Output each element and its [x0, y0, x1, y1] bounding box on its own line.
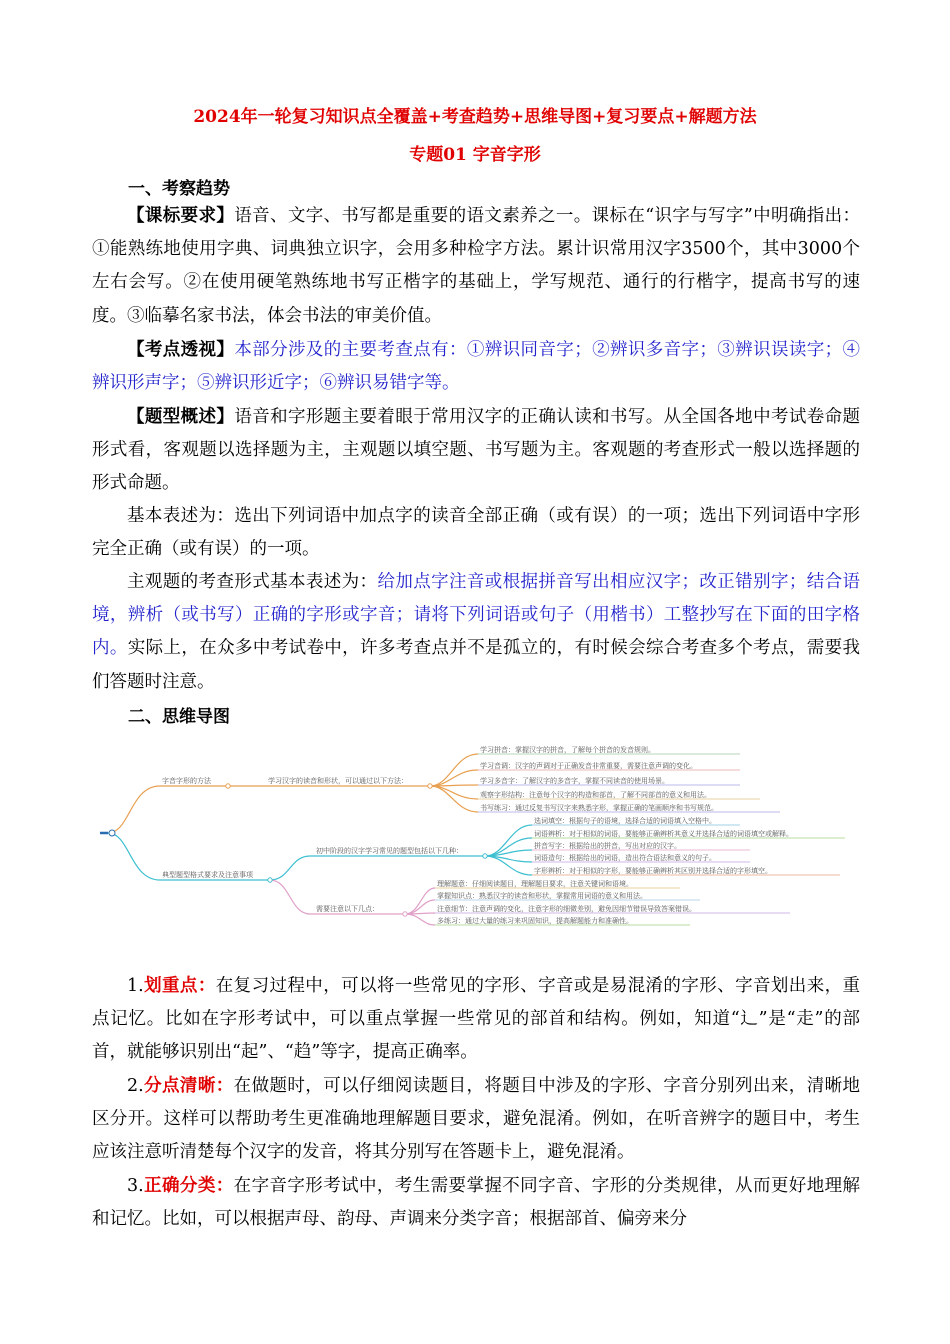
- mindmap-notes-intro: 需要注意以下几点：: [316, 905, 379, 913]
- section-heading-trends: 一、考察趋势: [128, 179, 230, 199]
- mindmap-leaf: 书写练习：通过反复书写汉字来熟悉字形，掌握正确的笔画顺序和书写规范。: [480, 804, 718, 812]
- label-number: 3.: [127, 1176, 144, 1196]
- label-number: 2.: [127, 1076, 144, 1096]
- text-subjective-post: 实际上，在众多中考试卷中，许多考查点并不是孤立的，有时候会综合考查多个考点，需要我们答题时注意。: [92, 638, 861, 692]
- document-subtitle: 专题01 字音字形: [409, 145, 541, 165]
- text-curriculum: 语音、文字、书写都是重要的语文素养之一。课标在“识字与写字”中明确指出：①能熟练地使用字典、词典独立识字，会用多种检字方法。累计识常用汉字3500个，其中3000个左右会写。②在使用硬笔熟练地书写正楷字的基础上，学写规范、通行的行楷字，提高书写的速度。③临摹名家书法，体会书法的审美价值。: [92, 206, 861, 326]
- mindmap-leaf: 理解题意：仔细阅读题目，理解题目要求，注意关键词和语境。: [437, 880, 633, 888]
- paragraph-classification: [92, 1170, 860, 1236]
- paragraph-basic-expression: [92, 500, 860, 566]
- mindmap-leaf: 观察字形结构：注意每个汉字的构造和部首，了解不同部首的意义和用法。: [480, 791, 711, 799]
- document-title: 2024年一轮复习知识点全覆盖+考查趋势+思维导图+复习要点+解题方法: [193, 107, 757, 127]
- text-subjective-pre: 主观题的考查形式基本表述为：: [127, 572, 378, 592]
- mindmap-leaf: 学习音调：汉字的声调对于正确发音非常重要，需要注意声调的变化。: [480, 762, 697, 770]
- mind-map: [100, 738, 860, 928]
- mindmap-leaf: 注意细节：注意声调的变化，注意字形的细微差别，避免因细节错误导致答案错误。: [437, 905, 696, 913]
- paragraph-subjective: [92, 566, 860, 699]
- label-key-points: 【考点透视】: [127, 340, 235, 360]
- paragraph-key-points: [92, 334, 860, 400]
- label-clear-points: 分点清晰：: [143, 1076, 234, 1096]
- mindmap-methods-intro: 学习汉字的读音和形状，可以通过以下方法：: [268, 777, 408, 785]
- mindmap-leaf: 学习拼音：掌握汉字的拼音，了解每个拼音的发音规则。: [480, 746, 655, 754]
- mindmap-leaf: 学习多音字：了解汉字的多音字，掌握不同读音的使用场景。: [480, 777, 669, 785]
- text-key-points: 本部分涉及的主要考查点有：①辨识同音字；②辨识多音字；③辨识误读字；④辨识形声字；⑤辨识形近字；⑥辨识易错字等。: [92, 340, 861, 394]
- label-curriculum: 【课标要求】: [127, 206, 235, 226]
- paragraph-question-types: [92, 401, 860, 501]
- mindmap-leaf: 字形辨析：对于相似的字形，要能够正确辨析其区别并选择合适的字形填空。: [534, 867, 772, 875]
- paragraph-clear-points: [92, 1070, 860, 1170]
- mindmap-leaf: 掌握知识点：熟悉汉字的读音和形状，掌握常用词语的意义和用法。: [437, 892, 647, 900]
- label-question-types: 【题型概述】: [127, 407, 235, 427]
- text-classification: 在字音字形考试中，考生需要掌握不同字音、字形的分类规律，从而更好地理解和记忆。比如，可以根据声母、韵母、声调来分类字音；根据部首、偏旁来分: [92, 1176, 861, 1230]
- mindmap-question-types-intro: 初中阶段的汉字学习常见的题型包括以下几种：: [316, 847, 463, 855]
- mindmap-leaf: 选词填空：根据句子的语境，选择合适的词语填入空格中。: [534, 817, 716, 825]
- text-clear-points: 在做题时，可以仔细阅读题目，将题目中涉及的字形、字音分别列出来，清晰地区分开。这样可以帮助考生更准确地理解题目要求，避免混淆。例如，在听音辨字的题目中，考生应该注意听清楚每个汉字的发音，将其分别写在答题卡上，避免混淆。: [92, 1076, 861, 1163]
- paragraph-highlight: [92, 970, 860, 1070]
- mindmap-leaf: 多练习：通过大量的练习来巩固知识，提高解题能力和准确性。: [437, 917, 633, 925]
- label-classification: 正确分类：: [143, 1176, 234, 1196]
- mindmap-leaf: 词语辨析：对于相似的词语，要能够正确辨析其意义并选择合适的词语填空或解释。: [534, 830, 793, 838]
- paragraph-curriculum: [92, 200, 860, 333]
- text-highlight: 在复习过程中，可以将一些常见的字形、字音或是易混淆的字形、字音划出来，重点记忆。比如在字形考试中，可以重点掌握一些常见的部首和结构。例如，知道“辶”是“走”的部首，就能够识别出“起”、“趋”等字，提高正确率。: [92, 976, 861, 1063]
- mindmap-leaf: 拼音写字：根据给出的拼音，写出对应的汉字。: [534, 842, 681, 850]
- text-basic-expression: 基本表述为：选出下列词语中加点字的读音全部正确（或有误）的一项；选出下列词语中字形完全正确（或有误）的一项。: [92, 506, 860, 560]
- mindmap-branch-methods: 字音字形的方法: [162, 777, 211, 785]
- text-question-types: 语音和字形题主要着眼于常用汉字的正确认读和书写。从全国各地中考试卷命题形式看，客观题以选择题为主，主观题以填空题、书写题为主。客观题的考查形式一般以选择题的形式命题。: [92, 407, 861, 494]
- root-node: [109, 830, 115, 836]
- label-highlight: 划重点：: [143, 976, 216, 996]
- mindmap-branch-question-types: 典型题型格式要求及注意事项: [162, 871, 253, 879]
- mindmap-leaf: 词语造句：根据给出的词语，造出符合语法和意义的句子。: [534, 854, 716, 862]
- label-number: 1.: [127, 976, 144, 996]
- text-subjective-blue: 给加点字注音或根据拼音写出相应汉字；改正错别字；结合语境，辨析（或书写）正确的字形或字音；请将下列词语或句子（用楷书）工整抄写在下面的田字格内。: [92, 572, 861, 659]
- section-heading-mindmap: 二、思维导图: [128, 707, 230, 727]
